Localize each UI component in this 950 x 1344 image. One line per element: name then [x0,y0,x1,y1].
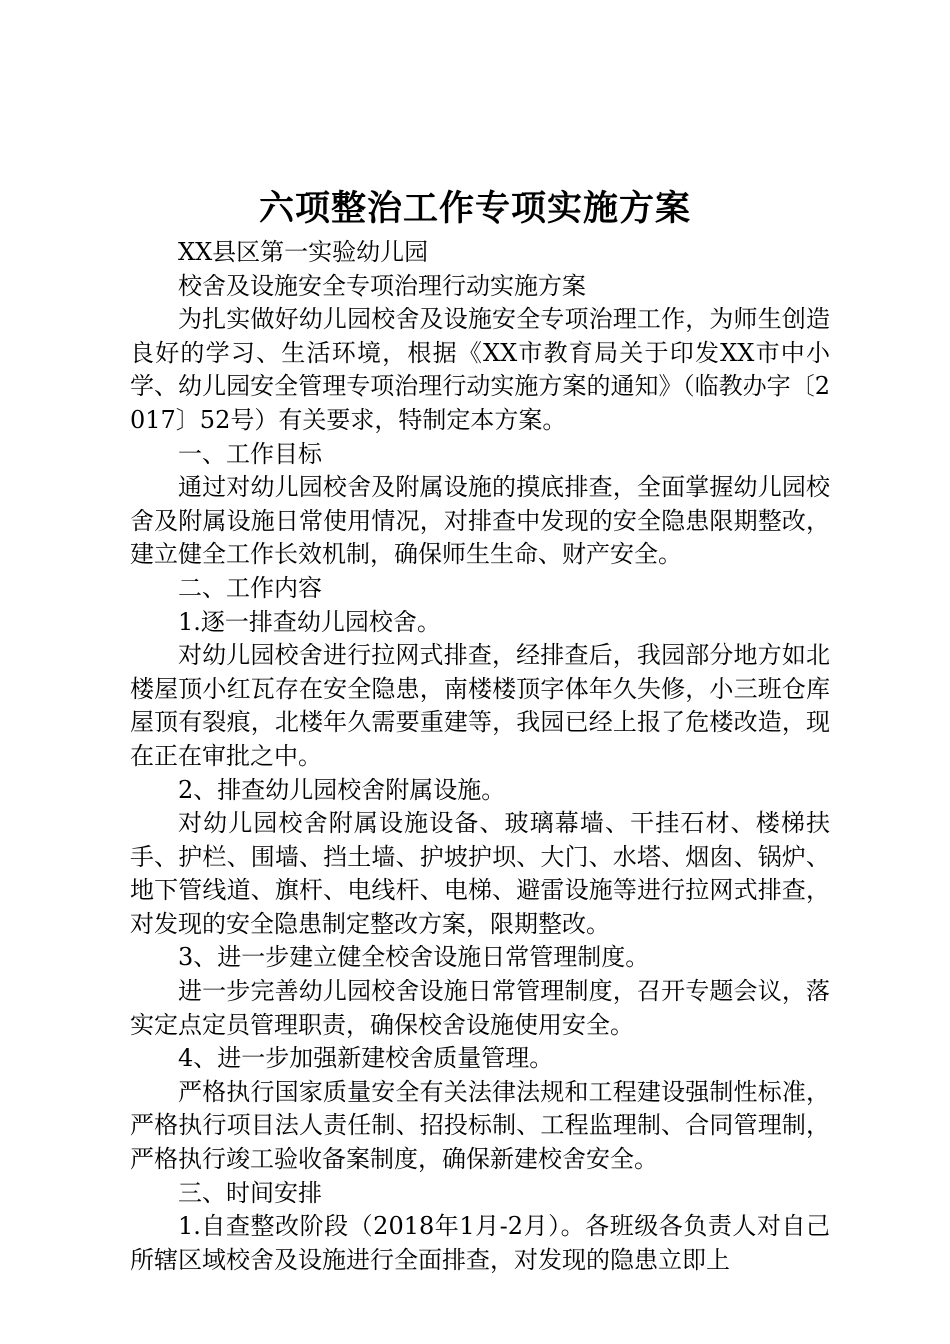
paragraph-item-1: 对幼儿园校舍进行拉网式排查，经排查后，我园部分地方如北楼屋顶小红瓦存在安全隐患，南楼楼顶字体年久失修，小三班仓库屋顶有裂痕，北楼年久需要重建等，我园已经上报了危楼改造，现在正在审批之中。 [130,641,830,770]
paragraph-item-2: 对幼儿园校舍附属设施设备、玻璃幕墙、干挂石材、楼梯扶手、护栏、围墙、挡土墙、护坡护坝、大门、水塔、烟囱、锅炉、地下管线道、旗杆、电线杆、电梯、避雷设施等进行拉网式排查，对发现的安全隐患制定整改方案，限期整改。 [130,809,830,938]
section-heading-schedule: 三、时间安排 [178,1178,322,1207]
paragraph-item-3: 进一步完善幼儿园校舍设施日常管理制度，召开专题会议，落实定点定员管理职责，确保校舍设施使用安全。 [130,977,830,1039]
paragraph-intro: 为扎实做好幼儿园校舍及设施安全专项治理工作，为师生创造良好的学习、生活环境，根据《XX市教育局关于印发XX市中小学、幼儿园安全管理专项治理行动实施方案的通知》（临教办字〔2017〕52号）有关要求，特制定本方案。 [130,305,830,434]
document-body [130,236,830,1277]
subheading-item-1: 1.逐一排查幼儿园校舍。 [178,607,441,636]
document-title: 六项整治工作专项实施方案 [258,188,691,229]
paragraph-plan-name: 校舍及设施安全专项治理行动实施方案 [178,271,586,300]
paragraph-item-4: 严格执行国家质量安全有关法律法规和工程建设强制性标准，严格执行项目法人责任制、招投标制、工程监理制、合同管理制，严格执行竣工验收备案制度，确保新建校舍安全。 [130,1077,830,1174]
section-heading-content: 二、工作内容 [178,573,322,602]
subheading-item-2: 2、排查幼儿园校舍附属设施。 [178,775,506,804]
paragraph-schedule-1: 1.自查整改阶段（2018年1月-2月）。各班级各负责人对自己所辖区域校舍及设施进行全面排查，对发现的隐患立即上 [130,1212,830,1274]
section-heading-goals: 一、工作目标 [178,439,322,468]
subheading-item-3: 3、进一步建立健全校舍设施日常管理制度。 [178,943,650,972]
paragraph-school-name: XX县区第一实验幼儿园 [178,238,429,266]
subheading-item-4: 4、进一步加强新建校舍质量管理。 [178,1044,554,1073]
paragraph-goals: 通过对幼儿园校舍及附属设施的摸底排查，全面掌握幼儿园校舍及附属设施日常使用情况，对排查中发现的安全隐患限期整改，建立健全工作长效机制，确保师生生命、财产安全。 [130,473,830,569]
